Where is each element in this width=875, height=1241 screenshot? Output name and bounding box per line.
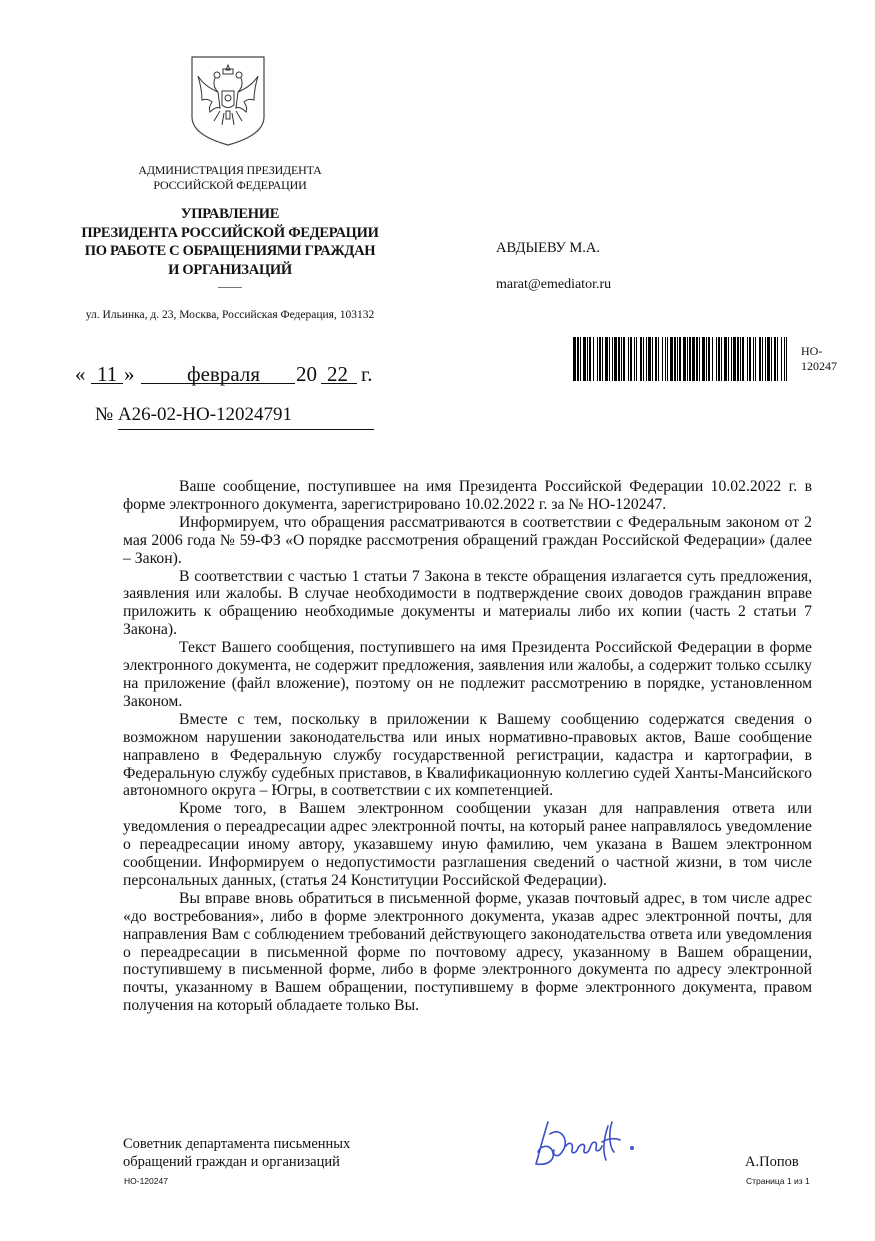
barcode-bar [623,337,625,381]
recipient-email: marat@emediator.ru [496,277,612,292]
document-date [75,362,405,388]
barcode-bar [621,337,622,381]
date-close-quote: » [124,362,135,386]
barcode-bar [580,337,581,381]
date-year: 22 [327,362,348,386]
barcode-bar [605,337,608,381]
barcode-bar [767,337,770,381]
barcode-bar [583,337,586,381]
footer-page-number: Страница 1 из 1 [746,1176,810,1186]
barcode-bar [716,337,717,381]
barcode-bar [652,337,653,381]
barcode-bar [774,337,776,381]
barcode-bar [648,337,651,381]
barcode-bar [708,337,710,381]
barcode-bar [634,337,635,381]
barcode-bar [753,337,754,381]
body-paragraph: Ваше сообщение, поступившее на имя Президента Российской Федерации 10.02.2022 г. в форме электронного документа, зарегистрировано 10.02.2022 г. за № НО-120247. [123,478,812,513]
barcode-label [801,344,861,374]
body-paragraph: Информируем, что обращения рассматриваются в соответствии с Федеральным законом от 2 мая 2006 года № 59-ФЗ «О порядке рассмотрения обращений граждан Российской Федерации» (далее – Закон). [123,513,812,567]
body-paragraph: Вы вправе вновь обратиться в письменной форме, указав почтовый адрес, в том числе адрес «до востребования», либо в форме электронного документа, указав адрес электронной почты, для направления Вам с соблюдением требований действующего законодательства ответа или уведомления о переадресации в письменной форме по почтовому адресу, указанному в Вашем обращении, поступившему в письменной форме, либо в форме электронного документа по адресу электронной почты, указанному в Вашем обращении, поступившему в форме электронного документа, правом получения на который обладаете только Вы. [123,889,812,1015]
barcode-bar [683,337,686,381]
barcode-bar [784,337,785,381]
barcode-bar [630,337,632,381]
date-century: 20 [296,362,317,386]
barcode-bar [762,337,763,381]
barcode-bar [599,337,601,381]
barcode-bar [577,337,579,381]
document-number-underline [118,429,374,430]
barcode-bar [646,337,647,381]
body-paragraph: Кроме того, в Вашем электронном сообщении указан для направления ответа или уведомления о переадресации адрес электронной почты, на который ранее направлялось уведомление о переадресации иному автору, указавшему иную фамилию, чем указана в Вашем электронном сообщении. Информируем о недопустимости разглашения сведений о частной жизни, в том числе персональных данных, (статья 24 Конституции Российской Федерации). [123,800,812,889]
date-month: февраля [187,362,260,386]
barcode-bar [602,337,603,381]
signer-title [123,1136,350,1171]
department-line: И ОРГАНИЗАЦИЙ [168,261,292,278]
signer-name: А.Попов [745,1154,799,1170]
barcode-bar [687,337,688,381]
barcode-bar [728,337,729,381]
barcode-bar [609,337,610,381]
department-line: ПО РАБОТЕ С ОБРАЩЕНИЯМИ ГРАЖДАН [84,243,376,259]
barcode-bar [718,337,720,381]
barcode-bar [733,337,736,381]
barcode-bar [692,337,695,381]
administration-heading [100,163,360,193]
barcode-bar [699,337,700,381]
barcode-bar [618,337,620,381]
barcode-bar [679,337,681,381]
barcode-icon [572,337,790,381]
barcode-bar [640,337,642,381]
administration-line: РОССИЙСКОЙ ФЕДЕРАЦИИ [153,178,307,192]
body-paragraph: В соответствии с частью 1 статьи 7 Закона в тексте обращения излагается суть предложения, заявления или жалобы. В случае необходимости в подтверждение своих доводов гражданин вправе приложить к обращению необходимые документы и материалы либо их копии (часть 2 статьи 7 Закона). [123,567,812,639]
signer-title-line: Советник департамента письменных [123,1136,351,1152]
barcode-bar [740,337,741,381]
signer-title-line: обращений граждан и организаций [123,1153,340,1170]
barcode-bar [749,337,751,381]
handwritten-signature [528,1112,648,1174]
date-suffix: г. [361,362,373,386]
sender-address: ул. Ильинка, д. 23, Москва, Российская Федерация, 103132 [85,309,375,321]
barcode-bar [781,337,782,381]
barcode-bar [628,337,629,381]
barcode-bar [765,337,766,381]
barcode-bar [702,337,705,381]
barcode-bar [670,337,673,381]
barcode-bar [662,337,663,381]
barcode-bar [593,337,594,381]
barcode-label-line: НО- [801,344,823,358]
barcode-bar [677,337,678,381]
footer-registration-number: НО-120247 [124,1176,168,1186]
barcode-bar [721,337,722,381]
barcode-bar [589,337,591,381]
barcode-bar [597,337,598,381]
barcode-label-line: 120247 [801,359,837,373]
barcode-bar [655,337,657,381]
administration-line: АДМИНИСТРАЦИЯ ПРЕЗИДЕНТА [138,163,322,177]
letter-body [123,478,812,1015]
barcode-bar [573,337,576,381]
barcode-bar [643,337,644,381]
barcode-bar [665,337,666,381]
barcode-bar [755,337,756,381]
barcode-bar [689,337,691,381]
barcode-bar [731,337,732,381]
barcode-bar [786,337,787,381]
department-line: УПРАВЛЕНИЕ [180,206,280,222]
barcode-bar [742,337,744,381]
barcode-bar [712,337,713,381]
barcode-bar [696,337,698,381]
date-day: 11 [97,362,118,386]
barcode-bar [614,337,617,381]
barcode-bar [674,337,676,381]
recipient-name: АВДЫЕВУ М.А. [496,240,600,256]
barcode-bar [636,337,637,381]
barcode-bar [771,337,772,381]
barcode-bar [658,337,659,381]
barcode-bar [706,337,707,381]
barcode-bar [759,337,761,381]
barcode-bar [777,337,778,381]
body-paragraph: Текст Вашего сообщения, поступившего на имя Президента Российской Федерации в форме электронного документа, не содержит предложения, заявления или жалобы, а содержит только ссылку на приложение (файл вложение), поэтому он не подлежит рассмотрению в порядке, установленном Законом. [123,639,812,710]
number-sign: № [95,404,114,425]
letterhead-divider [218,287,242,288]
number-value: А26-02-НО-12024791 [117,404,293,425]
coat-of-arms-icon [190,55,266,147]
date-open-quote: « [75,362,86,386]
barcode-bar [747,337,748,381]
barcode-bar [612,337,613,381]
department-heading [60,205,400,279]
barcode-bar [667,337,668,381]
barcode-bar [587,337,588,381]
barcode-bar [724,337,727,381]
department-line: ПРЕЗИДЕНТА РОССИЙСКОЙ ФЕДЕРАЦИИ [81,224,379,241]
body-paragraph: Вместе с тем, поскольку в приложении к Вашему сообщению содержатся сведения о возможном нарушении законодательства или иных нормативно-правовых актов, Ваше сообщение направлено в Федеральную службу государственной регистрации, кадастра и картографии, в Федеральную службу судебных приставов, в Квалификационную коллегию судей Ханты-Мансийского автономного округа – Югры, в соответствии с их компетенцией. [123,710,812,800]
barcode-bar [737,337,739,381]
document-number [95,404,292,426]
